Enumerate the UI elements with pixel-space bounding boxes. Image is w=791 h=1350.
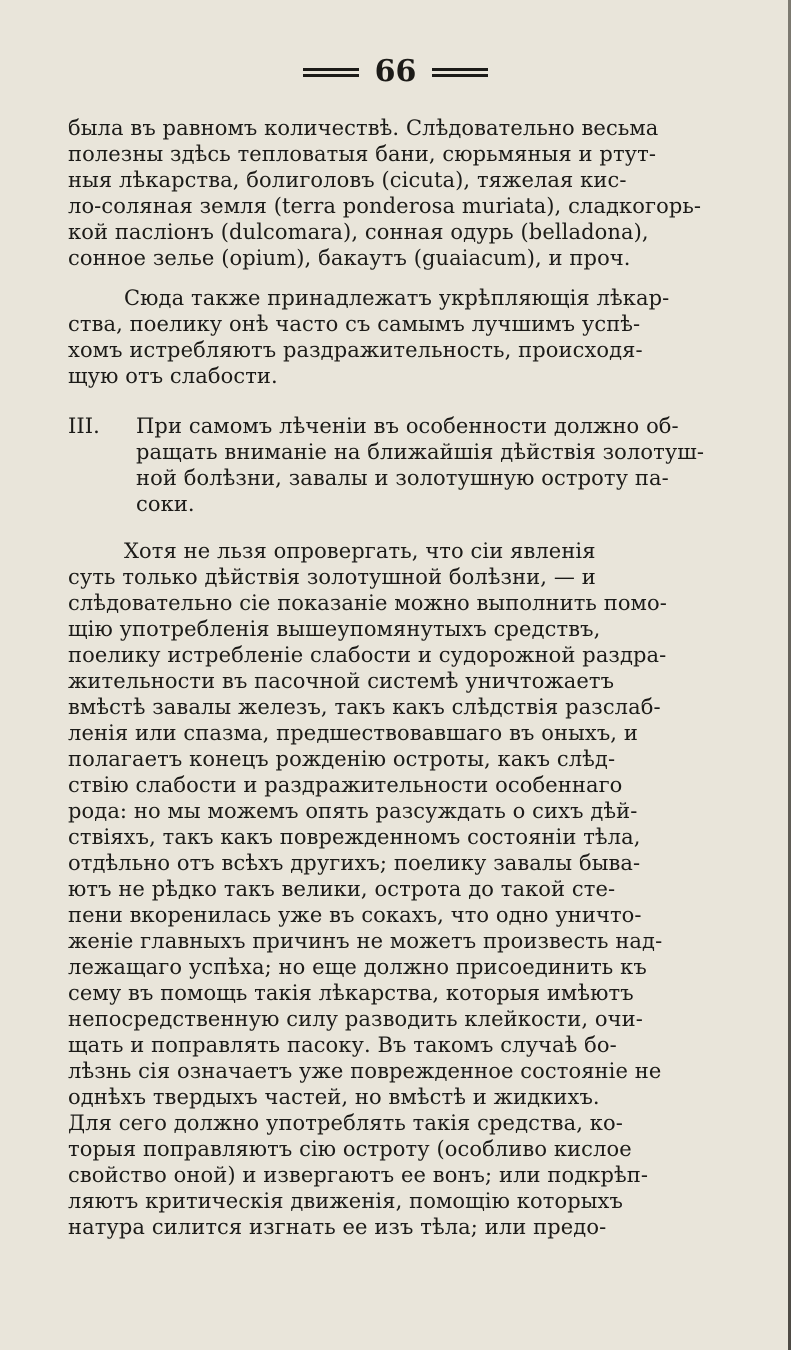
text-line: ращать вниманiе на ближайшiя дѣйствiя золотуш-	[136, 440, 705, 464]
text-line: щать и поправлять пасоку. Въ такомъ случаѣ бо-	[68, 1033, 617, 1057]
text-line: ленiя или спазма, предшествовавшаго въ оныхъ, и	[68, 721, 638, 745]
text-line: натура силится изгнать ее изъ тѣла; или предо-	[68, 1215, 607, 1239]
text-line: лежащаго успѣха; но еще должно присоединить къ	[68, 955, 647, 979]
text-line: кой паслiонъ (dulcomara), сонная одурь (belladona),	[68, 220, 649, 244]
section-3	[68, 413, 764, 517]
text-line: сему въ помощь такiя лѣкарства, которыя имѣютъ	[68, 981, 634, 1005]
text-line: суть только дѣйствiя золотушной болѣзни, — и	[68, 565, 596, 589]
text-line: отдѣльно отъ всѣхъ другихъ; поелику завалы быва-	[68, 851, 641, 875]
text-line: вмѣстѣ завалы железъ, такъ какъ слѣдствiя разслаб-	[68, 695, 661, 719]
text-line: поелику истребленiе слабости и судорожной раздра-	[68, 643, 667, 667]
text-line: щiю употребленiя вышеупомянутыхъ средствъ,	[68, 617, 601, 641]
text-line: Для сего должно употреблять такiя средства, ко-	[68, 1111, 623, 1135]
text-line: При самомъ лѣченiи въ особенности должно об-	[136, 414, 679, 438]
text-line: ной болѣзни, завалы и золотушную остроту па-	[136, 466, 669, 490]
text-line: лѣзнь сiя означаетъ уже поврежденное состоянiе не	[68, 1059, 662, 1083]
header-rule-right	[432, 68, 488, 77]
paragraph-2	[68, 285, 764, 389]
text-line: ляютъ критическiя движенiя, помощiю которыхъ	[68, 1189, 623, 1213]
text-line: сонное зелье (opium), бакаутъ (guaiacum), и проч.	[68, 246, 631, 270]
text-line: жительности въ пасочной системѣ уничтожаетъ	[68, 669, 615, 693]
text-line: пени вкоренилась уже въ сокахъ, что одно уничто-	[68, 903, 642, 927]
text-line: ствiяхъ, такъ какъ поврежденномъ состоянiи тѣла,	[68, 825, 641, 849]
text-line: непосредственную силу разводить клейкости, очи-	[68, 1007, 643, 1031]
text-line: соки.	[136, 492, 195, 516]
text-line: ства, поелику онѣ часто съ самымъ лучшимъ успѣ-	[68, 312, 641, 336]
header-rule-left	[303, 68, 359, 77]
text-line: была въ равномъ количествѣ. Слѣдовательно весьма	[68, 116, 659, 140]
text-line: слѣдовательно сiе показанiе можно выполнить помо-	[68, 591, 667, 615]
section-numeral: III.	[68, 414, 100, 438]
paragraph-4	[68, 538, 764, 1240]
text-line: ютъ не рѣдко такъ велики, острота до такой сте-	[68, 877, 616, 901]
text-line: однѣхъ твердыхъ частей, но вмѣстѣ и жидкихъ.	[68, 1085, 600, 1109]
text-line: ствiю слабости и раздражительности особеннаго	[68, 773, 623, 797]
text-line: ло-соляная земля (terra ponderosa muriata), сладкогорь-	[68, 194, 702, 218]
text-line: торыя поправляютъ сiю остроту (особливо кислое	[68, 1137, 632, 1161]
text-line: ныя лѣкарства, болиголовъ (cicuta), тяжелая кис-	[68, 168, 627, 192]
text-line: полагаетъ конецъ рожденiю остроты, какъ слѣд-	[68, 747, 616, 771]
page-header	[0, 52, 791, 92]
text-line: щую отъ слабости.	[68, 364, 278, 388]
section-first-line	[68, 413, 764, 439]
paragraph-1	[68, 115, 764, 271]
page-number: 66	[374, 54, 417, 89]
text-line: Хотя не льзя опровергать, что сiи явленiя	[124, 539, 596, 563]
text-line: полезны здѣсь тепловатыя бани, сюрьмяныя и ртут-	[68, 142, 657, 166]
text-line: женiе главныхъ причинъ не можетъ произвесть над-	[68, 929, 663, 953]
text-line: рода: но мы можемъ опять разсуждать о сихъ дѣй-	[68, 799, 638, 823]
text-line: хомъ истребляютъ раздражительность, происходя-	[68, 338, 643, 362]
text-line: Сюда также принадлежатъ укрѣпляющiя лѣкар-	[124, 286, 670, 310]
text-line: свойство оной) и извергаютъ ее вонъ; или подкрѣп-	[68, 1163, 649, 1187]
